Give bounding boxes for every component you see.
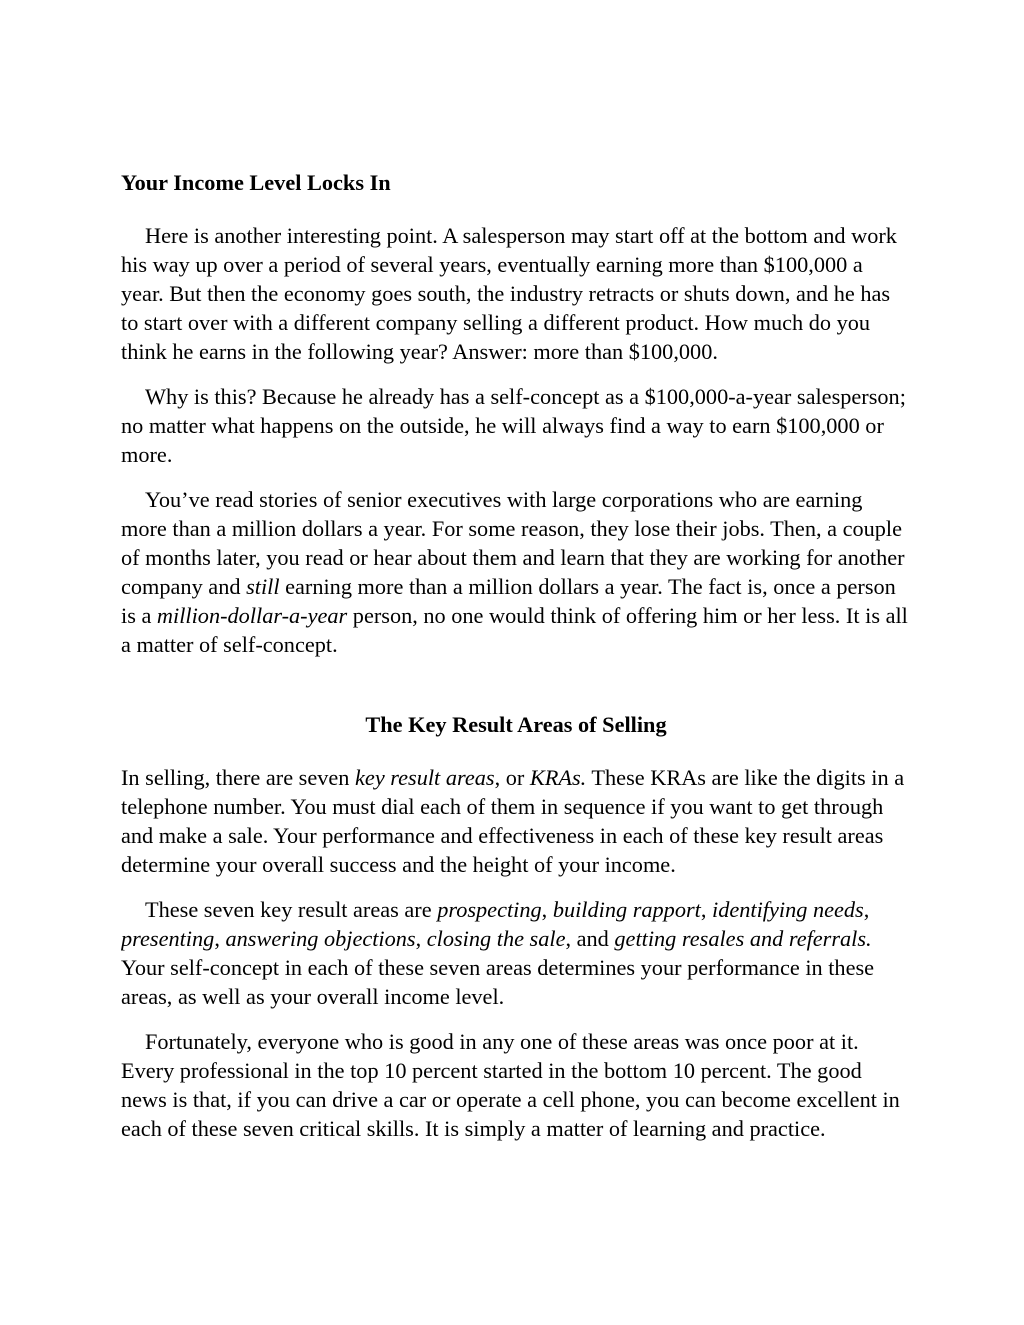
italic-million-dollar: million-dollar-a-year — [156, 603, 348, 628]
text-run: These seven key result areas are — [145, 897, 438, 922]
section-heading-income-level: Your Income Level Locks In — [121, 170, 391, 195]
italic-still: still — [246, 574, 280, 599]
paragraph-self-concept-reason: Why is this? Because he already has a self-concept as a $100,000-a-year salesperson; no matter what happens on the outside, he will always find a way to earn $100,000 or more. — [121, 384, 906, 467]
page-content — [121, 168, 911, 1206]
text-run: Your self-concept in each of these seven areas determines your performance in these areas, as well as your overall income level. — [121, 955, 875, 1009]
paragraph-seven-kras — [121, 895, 911, 1011]
paragraph-executives-story — [121, 485, 911, 659]
text-run: , — [700, 897, 713, 922]
paragraph-kra-intro — [121, 763, 911, 879]
text-run: , or — [494, 765, 530, 790]
italic-identifying-needs: identifying needs — [712, 897, 864, 922]
paragraph-salesperson-story: Here is another interesting point. A salesperson may start off at the bottom and work his way up over a period of several years, eventually earning more than $100,000 a year. But then the economy goes south, the industry retracts or shuts down, and he has to start over with a different company selling a different product. How much do you think he earns in the following year? Answer: more than $100,000. — [121, 223, 897, 364]
text-run: earning more than a million dollars a year. The fact is, once a person is a — [121, 574, 896, 628]
text-run: , — [541, 897, 553, 922]
italic-prospecting: prospecting — [437, 897, 542, 922]
text-run: , — [415, 926, 427, 951]
italic-kras: KRAs. — [529, 765, 587, 790]
text-run: , and — [565, 926, 615, 951]
text-run: You’ve read stories of senior executives with large corporations who are earning more than a million dollars a year. For some reason, they lose their jobs. Then, a couple of months later, you read or hear about them and learn that they are working for another company and — [121, 487, 905, 599]
paragraph-fortunately: Fortunately, everyone who is good in any one of these areas was once poor at it. Every professional in the top 10 percent started in the bottom 10 percent. The good news is that, if you can drive a car or operate a cell phone, you can become excellent in each of these seven critical skills. It is simply a matter of learning and practice. — [121, 1029, 900, 1141]
text-run: , — [214, 926, 226, 951]
text-run: , — [863, 897, 870, 922]
italic-closing-the-sale: closing the sale — [426, 926, 566, 951]
italic-key-result-areas: key result areas — [355, 765, 495, 790]
text-run: These KRAs are like the digits in a telephone number. You must dial each of them in sequence if you want to get through and make a sale. Your performance and effectiveness in each of these key result areas determine your overall success and the height of your income. — [121, 765, 905, 877]
italic-building-rapport: building rapport — [552, 897, 701, 922]
italic-presenting: presenting — [121, 926, 215, 951]
text-run: person, no one would think of offering him or her less. It is all a matter of self-concept. — [121, 603, 908, 657]
italic-getting-resales: getting resales and referrals. — [614, 926, 872, 951]
italic-answering-objections: answering objections — [225, 926, 416, 951]
section-heading-key-result-areas: The Key Result Areas of Selling — [365, 712, 667, 737]
text-run: In selling, there are seven — [121, 765, 356, 790]
